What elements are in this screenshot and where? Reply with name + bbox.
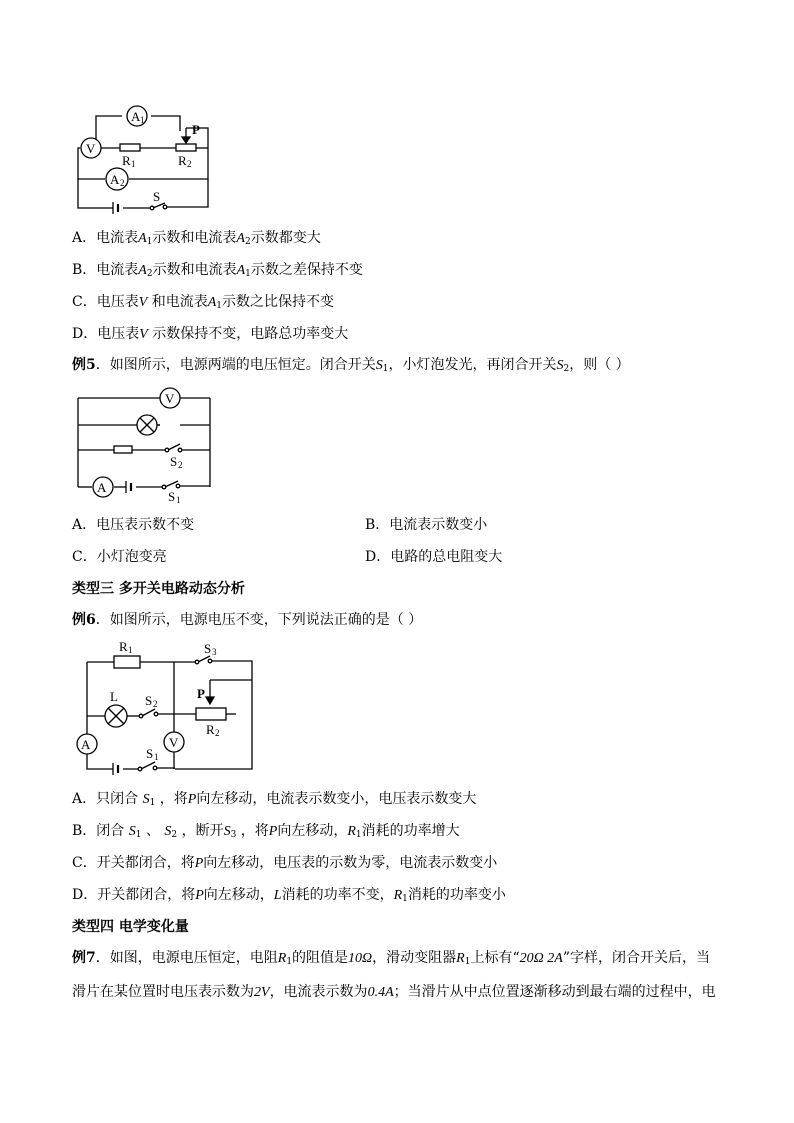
svg-text:A: A [110, 172, 120, 187]
switch-s1 [138, 762, 157, 771]
svg-text:R: R [178, 153, 187, 168]
q4-option-b: B．电流表$A_2$示数和电流表$A_1$示数之差保持不变 [72, 262, 363, 279]
q4-option-a: A．电流表$A_1$示数和电流表$A_2$示数都变大 [72, 230, 321, 247]
battery [113, 763, 118, 775]
svg-text:A: A [131, 109, 141, 124]
q5-option-a: A．电压表示数不变 [72, 517, 195, 533]
svg-text:S: S [146, 746, 154, 761]
svg-text:1: 1 [131, 159, 136, 169]
section-heading-4: 类型四 电学变化量 [72, 919, 189, 935]
svg-text:V: V [165, 391, 175, 406]
q6-option-d: D．开关都闭合，将P向左移动，L消耗的功率不变，$R_1$消耗的功率变小 [72, 887, 506, 904]
svg-text:S: S [170, 454, 178, 469]
resistor-r1 [114, 656, 140, 668]
svg-text:2: 2 [153, 699, 158, 709]
rheostat-r2 [196, 708, 226, 720]
q6-option-c: C．开关都闭合，将P向左移动，电压表的示数为零，电流表示数变小 [72, 855, 498, 871]
switch-s2 [139, 709, 158, 718]
q4-option-c: C．电压表V 和电流表$A_1$示数之比保持不变 [72, 294, 335, 311]
svg-text:1: 1 [128, 645, 133, 655]
q5-option-c: C．小灯泡变亮 [72, 549, 167, 565]
q5-option-d: D．电路的总电阻变大 [365, 549, 503, 565]
switch-s3 [195, 656, 212, 664]
svg-text:1: 1 [140, 115, 145, 125]
section-heading-3: 类型三 多开关电路动态分析 [72, 581, 245, 597]
q7-stem-line2: 滑片在某位置时电压表示数为2V，电流表示数为0.4A；当滑片从中点位置逐渐移动到最右端的过程中，电 [72, 984, 716, 1000]
q5-option-b: B．电流表示数变小 [365, 517, 488, 533]
lamp-l-icon [105, 705, 127, 727]
svg-text:P: P [192, 122, 200, 137]
svg-text:V: V [86, 141, 96, 156]
svg-text:L: L [110, 689, 118, 704]
svg-text:V: V [169, 735, 179, 750]
svg-text:R: R [122, 153, 131, 168]
svg-text:3: 3 [212, 647, 217, 657]
svg-text:R: R [206, 722, 215, 737]
svg-text:S: S [145, 693, 153, 708]
svg-text:2: 2 [120, 178, 125, 188]
svg-text:2: 2 [215, 728, 220, 738]
q7-stem-line1: 例7．如图，电源电压恒定，电阻$R_1$的阻值是10Ω，滑动变阻器$R_1$上标有“20Ω 2A”字样，闭合开关后，当 [72, 950, 710, 967]
svg-text:S: S [168, 489, 176, 504]
q6-option-b: B．闭合 $S_1$ 、 $S_2$ ，断开$S_3$ ，将P向左移动，$R_1$消耗的功率增大 [72, 823, 460, 840]
svg-text:S: S [153, 189, 161, 204]
svg-text:S: S [204, 641, 212, 656]
svg-text:P: P [197, 686, 205, 701]
svg-text:1: 1 [154, 752, 159, 762]
q6-stem: 例6．如图所示，电源电压不变，下列说法正确的是（ ） [72, 612, 423, 628]
q6-option-a: A．只闭合 $S_1$ ，将P向左移动，电流表示数变小，电压表示数变大 [72, 791, 477, 808]
slider-p [206, 680, 214, 704]
svg-text:A: A [81, 737, 91, 752]
q4-option-d: D．电压表V 示数保持不变，电路总功率变大 [72, 326, 349, 342]
svg-text:2: 2 [178, 460, 183, 470]
svg-text:2: 2 [187, 159, 192, 169]
svg-text:1: 1 [176, 495, 181, 505]
svg-text:R: R [119, 639, 128, 654]
q5-stem: 例5．如图所示，电源两端的电压恒定。闭合开关$S_1$，小灯泡发光，再闭合开关$S_2$，则（ ） [72, 357, 630, 374]
svg-text:A: A [97, 480, 107, 495]
